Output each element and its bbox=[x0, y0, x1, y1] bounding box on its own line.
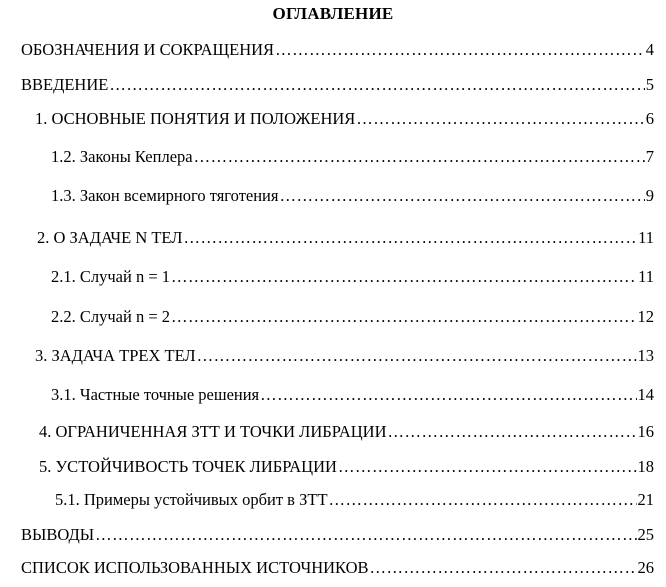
toc-entry-page: 5 bbox=[645, 75, 654, 94]
toc-entry-label: ВЫВОДЫ bbox=[21, 525, 95, 544]
toc-entry-label: 3. ЗАДАЧА ТРЕХ ТЕЛ bbox=[35, 346, 196, 365]
toc-entry bbox=[35, 109, 654, 129]
toc-entry-label: 2.2. Случай n = 2 bbox=[51, 307, 170, 326]
toc-entry-page: 13 bbox=[637, 346, 654, 365]
toc-entry bbox=[21, 558, 654, 578]
toc-leader-dots bbox=[197, 346, 637, 366]
toc-entry-label: ОБОЗНАЧЕНИЯ И СОКРАЩЕНИЯ bbox=[21, 40, 275, 59]
toc-entry bbox=[39, 422, 654, 442]
toc-leader-dots bbox=[95, 525, 636, 545]
toc-entry bbox=[35, 346, 654, 366]
toc-entry-page: 11 bbox=[638, 267, 654, 286]
toc-leader-dots bbox=[171, 267, 637, 287]
toc-entry bbox=[21, 75, 654, 95]
toc-leader-dots bbox=[275, 40, 645, 60]
toc-entry-page: 18 bbox=[637, 457, 654, 476]
toc-entry-page: 9 bbox=[645, 186, 654, 205]
toc-entry-page: 11 bbox=[638, 228, 654, 247]
toc-entry-label: ВВЕДЕНИЕ bbox=[21, 75, 109, 94]
toc-entry bbox=[21, 40, 654, 60]
toc-leader-dots bbox=[356, 109, 644, 129]
toc-entry-label: 1.2. Законы Кеплера bbox=[51, 147, 193, 166]
toc-entry-label: 5.1. Примеры устойчивых орбит в ЗТТ bbox=[55, 490, 328, 509]
toc-entry-page: 7 bbox=[645, 147, 654, 166]
toc-entry-page: 26 bbox=[637, 558, 654, 577]
toc-entry-label: 1. ОСНОВНЫЕ ПОНЯТИЯ И ПОЛОЖЕНИЯ bbox=[35, 109, 356, 128]
toc-entry bbox=[51, 186, 654, 206]
toc-leader-dots bbox=[370, 558, 637, 578]
toc-entry-page: 16 bbox=[637, 422, 654, 441]
toc-entry bbox=[55, 490, 654, 510]
toc-entry-page: 6 bbox=[645, 109, 654, 128]
toc-entry bbox=[51, 267, 654, 287]
toc-entry-label: 5. УСТОЙЧИВОСТЬ ТОЧЕК ЛИБРАЦИИ bbox=[39, 457, 337, 476]
toc-leader-dots bbox=[109, 75, 644, 95]
toc-entry bbox=[51, 307, 654, 327]
toc-entry-label: 2.1. Случай n = 1 bbox=[51, 267, 170, 286]
toc-entry bbox=[39, 457, 654, 477]
toc-entry-page: 14 bbox=[637, 385, 654, 404]
toc-leader-dots bbox=[184, 228, 638, 248]
toc-entry-label: 2. О ЗАДАЧЕ N ТЕЛ bbox=[37, 228, 183, 247]
toc-leader-dots bbox=[194, 147, 645, 167]
toc-entry-label: 3.1. Частные точные решения bbox=[51, 385, 260, 404]
toc-leader-dots bbox=[338, 457, 637, 477]
toc-entry bbox=[37, 228, 654, 248]
toc-leader-dots bbox=[329, 490, 637, 510]
toc-entry-label: 4. ОГРАНИЧЕННАЯ ЗТТ И ТОЧКИ ЛИБРАЦИИ bbox=[39, 422, 387, 441]
toc-entry bbox=[51, 385, 654, 405]
toc-leader-dots bbox=[260, 385, 636, 405]
toc-leader-dots bbox=[171, 307, 637, 327]
toc-leader-dots bbox=[279, 186, 644, 206]
toc-entry-page: 25 bbox=[637, 525, 654, 544]
toc-entry bbox=[51, 147, 654, 167]
toc-entry-label: СПИСОК ИСПОЛЬЗОВАННЫХ ИСТОЧНИКОВ bbox=[21, 558, 369, 577]
page-title: ОГЛАВЛЕНИЕ bbox=[272, 4, 394, 23]
toc-entry-label: 1.3. Закон всемирного тяготения bbox=[51, 186, 279, 205]
toc-leader-dots bbox=[387, 422, 636, 442]
toc-entry-page: 4 bbox=[645, 40, 654, 59]
toc-entry bbox=[21, 525, 654, 545]
toc-entry-page: 21 bbox=[637, 490, 654, 509]
toc-entry-page: 12 bbox=[637, 307, 654, 326]
